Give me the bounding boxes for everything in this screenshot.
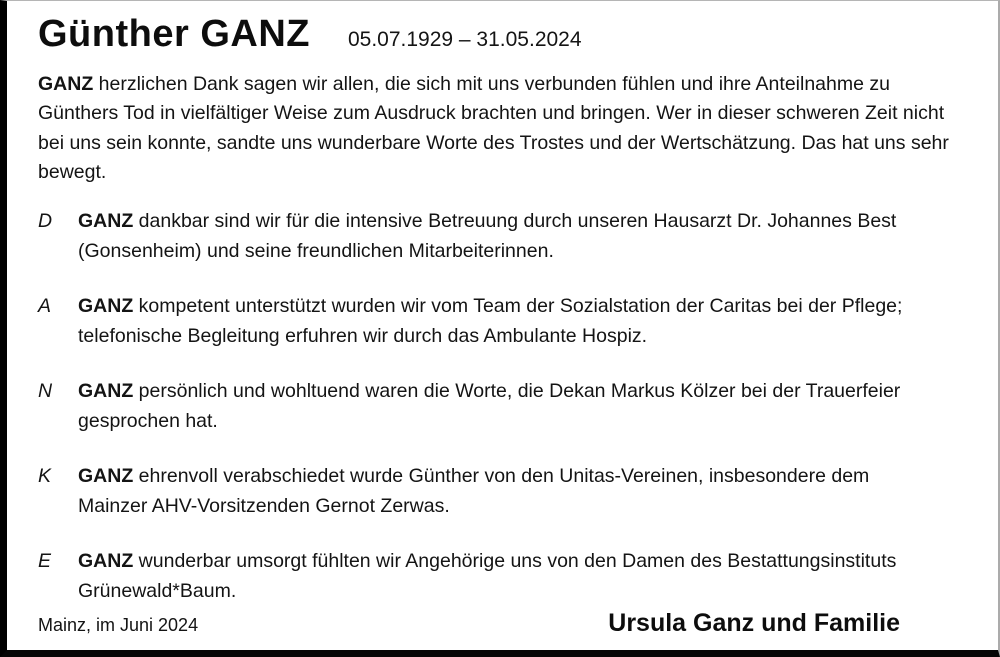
row-lead-word: GANZ [78,550,134,573]
acrostic-text-d [78,207,923,266]
row-body-text: kompetent unterstützt wurden wir vom Team der Sozialstation der Caritas bei der Pflege; telefonische Begleitung erfuhren wir durch das Ambulante Hospiz. [78,295,903,347]
acrostic-danke [38,207,956,606]
acrostic-letter-a: A [38,295,52,318]
row-lead-word: GANZ [78,380,134,403]
row-lead-word: GANZ [78,210,134,233]
title-row [38,13,956,57]
deceased-name: Günther GANZ [38,13,310,55]
life-dates: 05.07.1929 – 31.05.2024 [347,28,582,51]
row-lead-word: GANZ [78,295,134,318]
acrostic-text-a [78,292,923,351]
notice-footer [38,609,956,638]
intro-lead-word: GANZ [38,72,94,95]
row-body-text: wunderbar umsorgt fühlten wir Angehörige uns von den Damen des Bestattungsinstituts Grünewald*Baum. [78,550,897,602]
acrostic-text-k [78,462,923,521]
acrostic-letter-k: K [38,465,52,488]
notice-content [7,1,998,606]
acrostic-letter-n: N [38,380,53,403]
acrostic-text-e [78,547,923,606]
row-body-text: dankbar sind wir für die intensive Betreuung durch unseren Hausarzt Dr. Johannes Best (Gonsenheim) und seine freundlichen Mitarbeiterinnen. [78,210,897,262]
row-body-text: ehrenvoll verabschiedet wurde Günther von den Unitas-Vereinen, insbesondere dem Mainzer AHV-Vorsitzenden Gernot Zerwas. [78,465,870,517]
intro-paragraph [38,70,956,188]
acrostic-row-k [38,462,956,521]
acrostic-letter-e: E [38,550,52,573]
acrostic-text-n [78,377,923,436]
place-and-date: Mainz, im Juni 2024 [38,615,199,635]
row-body-text: persönlich und wohltuend waren die Worte, die Dekan Markus Kölzer bei der Trauerfeier gesprochen hat. [78,380,901,432]
acrostic-row-n [38,377,956,436]
acrostic-row-a [38,292,956,351]
acrostic-row-e [38,547,956,606]
family-signature: Ursula Ganz und Familie [608,609,900,637]
intro-text: herzlichen Dank sagen wir allen, die sich mit uns verbunden fühlen und ihre Anteilnahme zu Günthers Tod in vielfältiger Weise zum Ausdruck brachten und bringen. Wer in dieser schweren Zeit nicht bei uns sein konnte, sandte uns wunderbare Worte des Trostes und der Wertschätzung. Das hat uns sehr bewegt. [38,72,949,184]
acrostic-row-d [38,207,956,266]
acrostic-letter-d: D [38,210,53,233]
row-lead-word: GANZ [78,465,134,488]
